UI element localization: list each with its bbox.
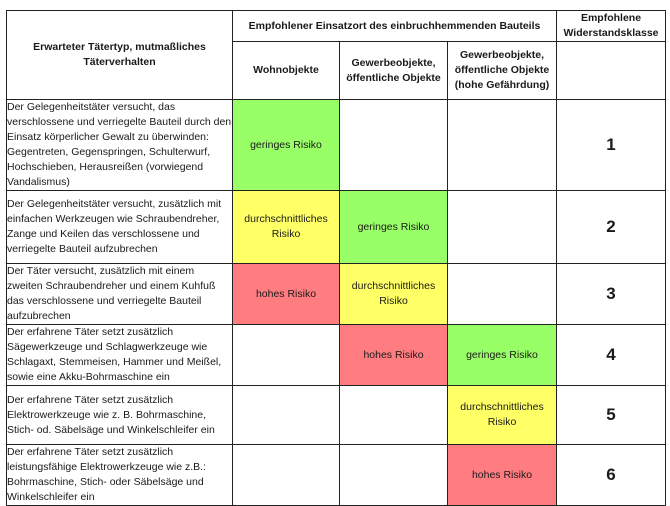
resistance-class-value: 2 [557, 191, 666, 264]
row-description: Der Täter versucht, zusätzlich mit einem zweiten Schraubendreher und einem Kuhfuß das verschlossene und verriegelte Bauteil aufzubrechen [7, 264, 233, 325]
risk-cell-gewerbe [340, 386, 448, 445]
table-row [7, 264, 666, 325]
header-offender-type: Erwarteter Tätertyp, mutmaßliches Täterverhalten [7, 11, 233, 100]
header-resistance-empty [557, 42, 666, 100]
resistance-class-value: 3 [557, 264, 666, 325]
header-gewerbeobjekte-hoch: Gewerbeobjekte, öffentliche Objekte (hohe Gefährdung) [448, 42, 557, 100]
risk-cell-wohn: geringes Risiko [233, 100, 340, 191]
resistance-class-value: 5 [557, 386, 666, 445]
risk-cell-wohn [233, 445, 340, 506]
resistance-class-value: 6 [557, 445, 666, 506]
risk-cell-wohn [233, 386, 340, 445]
risk-cell-gewerbe [340, 445, 448, 506]
risk-cell-gewerbe-hoch [448, 100, 557, 191]
table-row [7, 191, 666, 264]
row-description: Der erfahrene Täter setzt zusätzlich Elektrowerkzeuge wie z. B. Bohrmaschine, Stich- od. Säbelsäge und Winkelschleifer ein [7, 386, 233, 445]
risk-cell-wohn [233, 325, 340, 386]
risk-cell-gewerbe [340, 100, 448, 191]
header-wohnobjekte: Wohnobjekte [233, 42, 340, 100]
risk-cell-gewerbe-hoch: hohes Risiko [448, 445, 557, 506]
resistance-class-table [6, 10, 666, 506]
risk-cell-gewerbe-hoch [448, 264, 557, 325]
resistance-class-value: 4 [557, 325, 666, 386]
risk-cell-wohn: hohes Risiko [233, 264, 340, 325]
row-description: Der Gelegenheitstäter versucht, zusätzlich mit einfachen Werkzeugen wie Schraubendreher, Zange und Keilen das verschlossene und verriegelte Bauteil aufzubrechen [7, 191, 233, 264]
risk-cell-wohn: durchschnittliches Risiko [233, 191, 340, 264]
risk-cell-gewerbe-hoch: durchschnittliches Risiko [448, 386, 557, 445]
table-row [7, 325, 666, 386]
row-description: Der erfahrene Täter setzt zusätzlich Sägewerkzeuge und Schlagwerkzeuge wie Schlagaxt, Stemmeisen, Hammer und Meißel, sowie eine Akku-Bohrmaschine ein [7, 325, 233, 386]
header-row-top [7, 11, 666, 42]
risk-cell-gewerbe: hohes Risiko [340, 325, 448, 386]
header-resistance-class: Empfohlene Widerstandsklasse [557, 11, 666, 42]
risk-cell-gewerbe: geringes Risiko [340, 191, 448, 264]
risk-cell-gewerbe-hoch: geringes Risiko [448, 325, 557, 386]
risk-cell-gewerbe-hoch [448, 191, 557, 264]
resistance-class-value: 1 [557, 100, 666, 191]
table-row [7, 445, 666, 506]
row-description: Der erfahrene Täter setzt zusätzlich leistungsfähige Elektrowerkzeuge wie z.B.: Bohrmaschine, Stich- oder Säbelsäge und Winkelschleifer ein [7, 445, 233, 506]
header-gewerbeobjekte: Gewerbeobjekte, öffentliche Objekte [340, 42, 448, 100]
header-location-group: Empfohlener Einsatzort des einbruchhemmenden Bauteils [233, 11, 557, 42]
table-row [7, 100, 666, 191]
row-description: Der Gelegenheitstäter versucht, das verschlossene und verriegelte Bauteil durch den Einsatz körperlicher Gewalt zu überwinden: Gegentreten, Gegenspringen, Schulterwurf, Hochschieben, Herausreißen (vorwiegend Vandalismus) [7, 100, 233, 191]
table-row [7, 386, 666, 445]
risk-cell-gewerbe: durchschnittliches Risiko [340, 264, 448, 325]
